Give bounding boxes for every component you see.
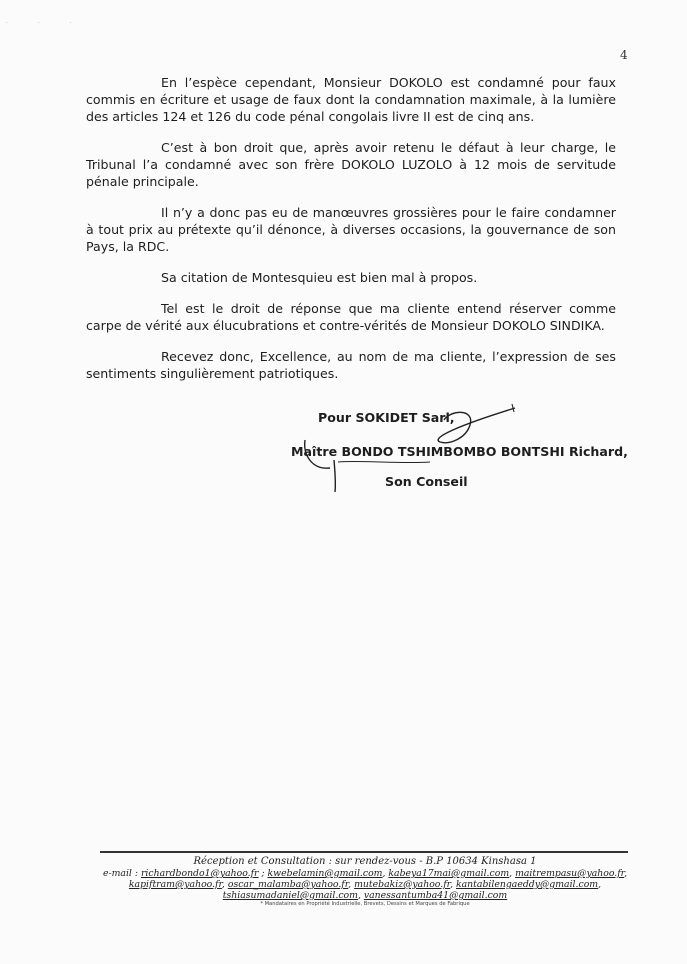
- email-link[interactable]: kapiftram@yahoo.fr: [128, 879, 222, 890]
- paragraph-5: Tel est le droit de réponse que ma cliente entend réserver comme carpe de vérité aux élucubrations et contre-vérités de Monsieur DOKOLO SINDIKA.: [86, 301, 616, 333]
- paragraph-1: En l’espèce cependant, Monsieur DOKOLO est condamné pour faux commis en écriture et usage de faux dont la condamnation maximale, à la lumière des articles 124 et 126 du code pénal congolais livre II est de cinq ans.: [86, 75, 616, 124]
- email-link[interactable]: tshiasumadaniel@gmail.com: [222, 890, 358, 901]
- paragraph-6: Recevez donc, Excellence, au nom de ma cliente, l’expression de ses sentiments singulièrement patriotiques.: [86, 349, 616, 381]
- paragraph-3: Il n’y a donc pas eu de manœuvres grossières pour le faire condamner à tout prix au prétexte qu’il dénonce, à diverses occasions, la gouvernance de son Pays, la RDC.: [86, 205, 616, 254]
- paragraph-4: Sa citation de Montesquieu est bien mal à propos.: [161, 270, 478, 285]
- email-prefix: e-mail :: [102, 868, 138, 879]
- email-link[interactable]: mutebakiz@yahoo.fr: [354, 879, 451, 890]
- handwritten-signature: [300, 400, 530, 500]
- signature-lawyer-name: Maître BONDO TSHIMBOMBO BONTSHI Richard,: [291, 444, 628, 459]
- email-link[interactable]: richardbondo1@yahoo.fr: [140, 868, 259, 879]
- email-link[interactable]: kwebelamin@gmail.com: [267, 868, 383, 879]
- footer-reception-hours: Réception et Consultation : sur rendez-vous - B.P 10634 Kinshasa 1: [193, 856, 537, 867]
- signature-role: Son Conseil: [385, 474, 468, 489]
- page-number: 4: [620, 48, 628, 62]
- email-link[interactable]: vanessantumba41@gmail.com: [363, 890, 508, 901]
- letterhead-footer: [95, 856, 635, 908]
- letter-body: [86, 74, 616, 396]
- email-link[interactable]: maitrempasu@yahoo.fr: [515, 868, 625, 879]
- paragraph-2: C’est à bon droit que, après avoir retenu le défaut à leur charge, le Tribunal l’a condamné avec son frère DOKOLO LUZOLO à 12 mois de servitude pénale principale.: [86, 140, 616, 189]
- email-link[interactable]: oscar_malamba@yahoo.fr: [227, 879, 349, 890]
- scan-specks: · · ·: [6, 20, 86, 27]
- email-link[interactable]: kabeya17mai@gmail.com: [388, 868, 510, 879]
- signature-company: Pour SOKIDET Sarl,: [318, 410, 455, 425]
- footer-email-list: e-mail : richardbondo1@yahoo.fr ; kwebelamin@gmail.com, kabeya17mai@gmail.com, maitrempasu@yahoo.fr, kapiftram@yahoo.fr, oscar_malamba@yahoo.fr, mutebakiz@yahoo.fr, kantabilengaeddy@gmail.com, tshiasumadaniel@gmail.com, vanessantumba41@gmail.com: [102, 868, 628, 901]
- email-link[interactable]: kantabilengaeddy@gmail.com: [456, 879, 599, 890]
- footer-note: * Mandataires en Propriété Industrielle, Brevets, Dessins et Marques de Fabrique: [260, 901, 470, 907]
- footer-divider: [100, 851, 628, 853]
